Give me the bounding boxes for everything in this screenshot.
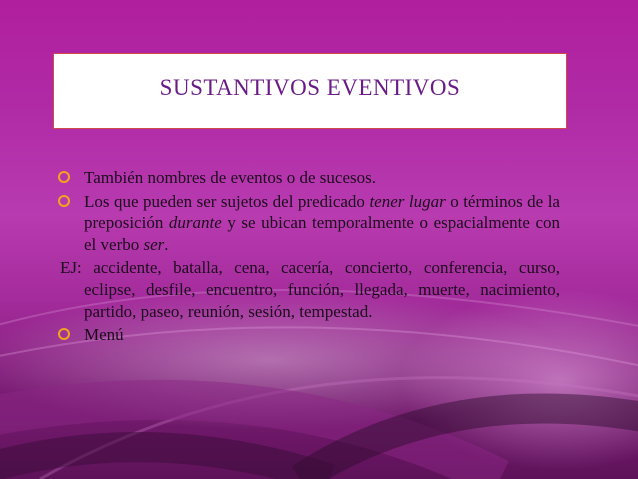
bullet-text-1: También nombres de eventos o de sucesos.: [84, 168, 376, 187]
emphasis-durante: durante: [168, 213, 222, 233]
title-box: [53, 53, 567, 129]
bullet-item-2: [60, 191, 560, 256]
example-item: [60, 257, 560, 322]
bullet-item-1: [60, 167, 560, 189]
bullet-text-2d: .: [164, 234, 169, 254]
emphasis-tener-lugar: tener lugar: [369, 191, 446, 211]
slide-title: SUSTANTIVOS EVENTIVOS: [159, 75, 461, 100]
slide-content: [60, 167, 560, 346]
bullet-text-2a: Los que pueden ser sujetos del predicado: [84, 191, 370, 211]
bullet-text-2c: y se ubican temporalmente o espacialmente con el verbo: [84, 213, 560, 254]
emphasis-ser: ser: [143, 234, 165, 254]
bullet-text-2b: o términos de la preposición: [84, 191, 560, 233]
menu-link[interactable]: Menú: [84, 325, 124, 345]
bullet-item-menu[interactable]: [60, 324, 560, 346]
example-text: EJ: accidente, batalla, cena, cacería, concierto, conferencia, curso, eclipse, desfile, encuentro, función, llegada, muerte, nacimiento, partido, paseo, reunión, sesión, tempestad.: [60, 258, 560, 321]
